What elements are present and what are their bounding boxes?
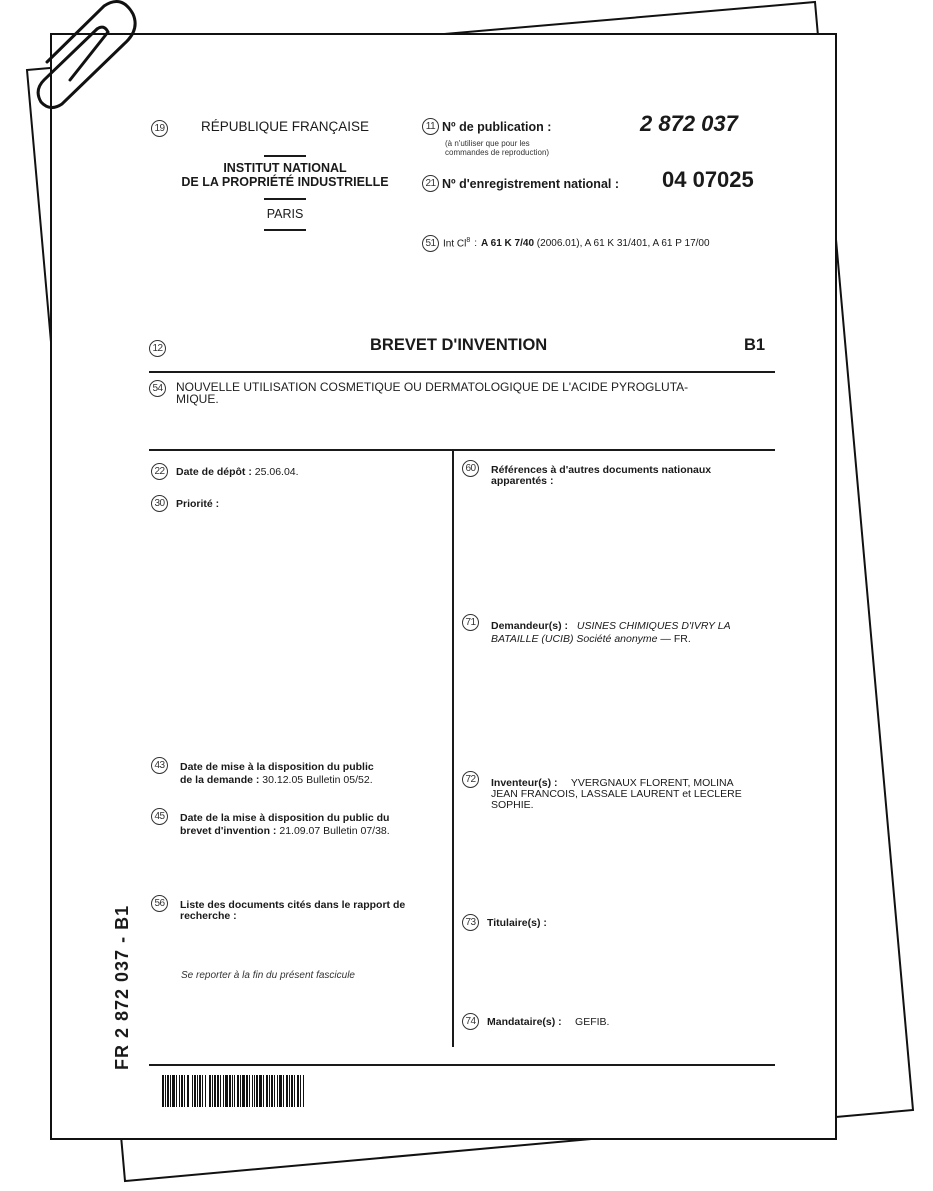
divider [264, 155, 306, 157]
doc-type-code: 12 [149, 338, 166, 357]
section-divider [149, 371, 775, 373]
divider [264, 198, 306, 200]
barcode-icon [162, 1075, 424, 1107]
doc-kind: B1 [744, 336, 766, 354]
classification-field: 51 Int Cl$^8$ : A 61 K 7/40 (2006.01), A 61 K 31/401, A 61 P 17/00 [422, 235, 710, 252]
publication-field: 11 Nº de publication : [422, 118, 551, 135]
agent: 74 Mandataire(s) : GEFIB. [462, 1012, 609, 1030]
classification-primary: A 61 K 7/40 [481, 238, 535, 249]
classification-label: Int Cl$^8$ [443, 237, 471, 250]
barcode-gap [304, 1075, 305, 1107]
country-code: 19 [151, 118, 168, 137]
registration-number: 04 07025 [662, 167, 754, 192]
doc-type-title: BREVET D'INVENTION [370, 336, 548, 354]
publication-note: (à n'utiliser que pour les commandes de reproduction) [445, 139, 550, 157]
priority: 30 Priorité : [151, 495, 219, 512]
filing-date: 22 Date de dépôt : 25.06.04. [151, 462, 299, 480]
section-divider [149, 1064, 775, 1066]
front-page [51, 34, 836, 1139]
side-document-id: FR 2 872 037 - B1 [112, 904, 132, 1070]
country-name: RÉPUBLIQUE FRANÇAISE [200, 119, 370, 134]
cited-documents-note: Se reporter à la fin du présent fascicule [181, 970, 355, 981]
institute-line-1: INSTITUT NATIONAL [223, 161, 347, 175]
city: PARIS [266, 207, 304, 221]
owners: 73 Titulaire(s) : [462, 914, 547, 931]
divider [264, 229, 306, 231]
registration-field: 21 Nº d'enregistrement national : [422, 175, 619, 192]
publication-number: 2 872 037 [640, 111, 738, 136]
title-code: 54 [149, 378, 166, 397]
institute-line-2: DE LA PROPRIÉTÉ INDUSTRIELLE [181, 175, 389, 189]
publication-label: Nº de publication : [442, 119, 552, 134]
invention-title: NOUVELLE UTILISATION COSMETIQUE OU DERMATOLOGIQUE DE L'ACIDE PYROGLUTA- MIQUE. [176, 380, 689, 406]
classification-secondary: (2006.01), A 61 K 31/401, A 61 P 17/00 [534, 238, 710, 249]
institute-name [150, 161, 420, 189]
section-divider [149, 449, 775, 451]
column-divider [452, 449, 454, 1047]
registration-label: Nº d'enregistrement national : [442, 176, 620, 191]
